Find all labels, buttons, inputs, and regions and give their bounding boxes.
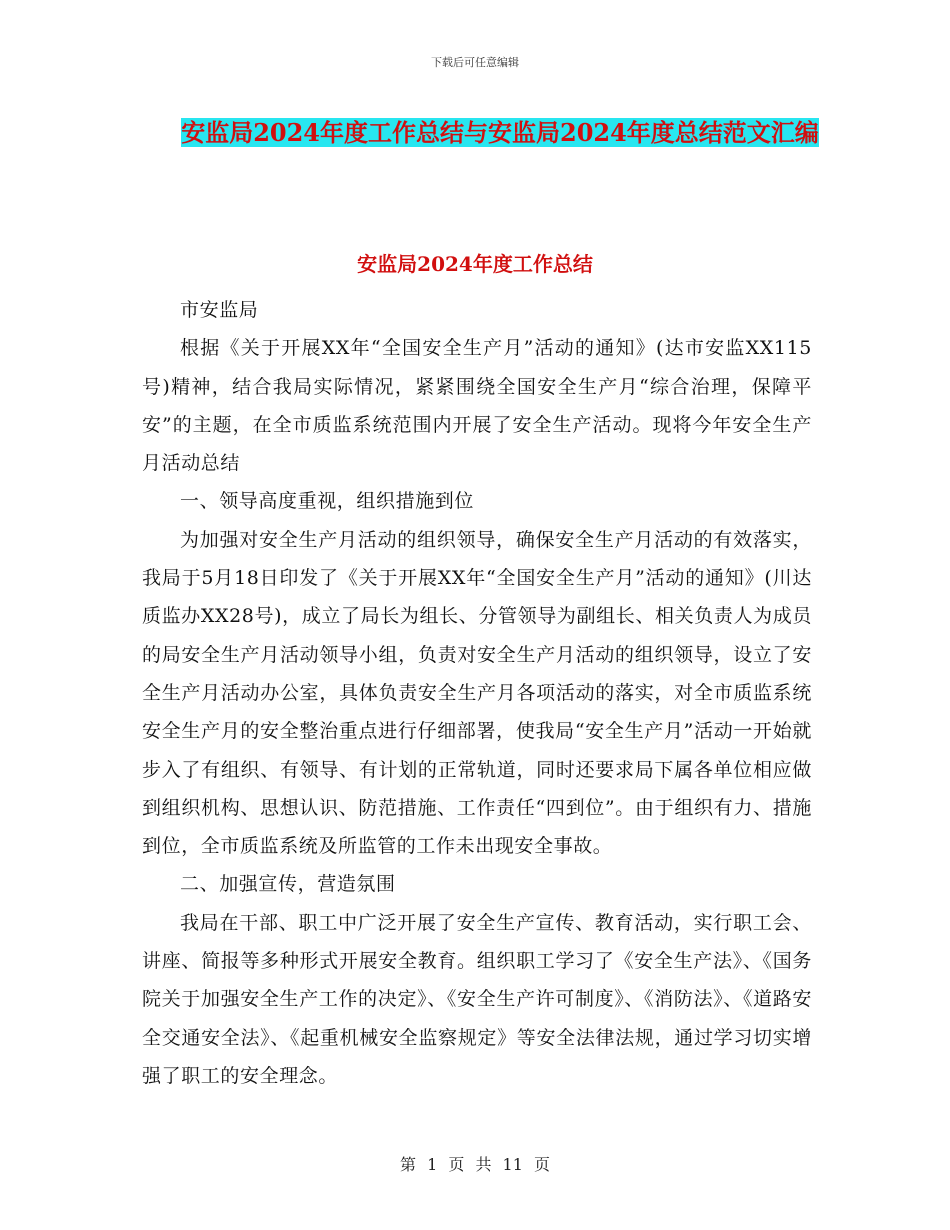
body-text <box>142 291 812 1095</box>
document-title <box>150 110 850 156</box>
paragraph-heading-2: 二、加强宣传，营造氛围 <box>180 873 396 896</box>
paragraph-intro: 根据《关于开展XX年“全国安全生产月”活动的通知》(达市安监XX115号)精神，结合我局实际情况，紧紧围绕全国安全生产月“综合治理，保障平安”的主题，在全市质监系统范围内开展了安全生产活动。现将今年安全生产月活动总结 <box>142 337 812 475</box>
paragraph-section-2: 我局在干部、职工中广泛开展了安全生产宣传、教育活动，实行职工会、讲座、简报等多种形式开展安全教育。组织职工学习了《安全生产法》、《国务院关于加强安全生产工作的决定》、《安全生产许可制度》、《消防法》、《道路安全交通安全法》、《起重机械安全监察规定》等安全法律法规，通过学习切实增强了职工的安全理念。 <box>142 911 812 1087</box>
paragraph-heading-1: 一、领导高度重视，组织措施到位 <box>180 490 475 513</box>
document-title-text: 安监局2024年度工作总结与安监局2024年度总结范文汇编 <box>181 118 819 147</box>
paragraph-addressee: 市安监局 <box>180 299 259 321</box>
section-title: 安监局2024年度工作总结 <box>357 252 593 276</box>
page-number-footer: 第 1 页 共 11 页 <box>400 1155 550 1174</box>
header-note: 下载后可任意编辑 <box>431 56 519 69</box>
paragraph-section-1: 为加强对安全生产月活动的组织领导，确保安全生产月活动的有效落实，我局于5月18日印发了《关于开展XX年“全国安全生产月”活动的通知》(川达质监办XX28号)，成立了局长为组长、分管领导为副组长、相关负责人为成员的局安全生产月活动领导小组，负责对安全生产月活动的组织领导，设立了安全生产月活动办公室，具体负责安全生产月各项活动的落实，对全市质监系统安全生产月的安全整治重点进行仔细部署，使我局“安全生产月”活动一开始就步入了有组织、有领导、有计划的正常轨道，同时还要求局下属各单位相应做到组织机构、思想认识、防范措施、工作责任“四到位”。由于组织有力、措施到位，全市质监系统及所监管的工作未出现安全事故。 <box>142 528 812 858</box>
